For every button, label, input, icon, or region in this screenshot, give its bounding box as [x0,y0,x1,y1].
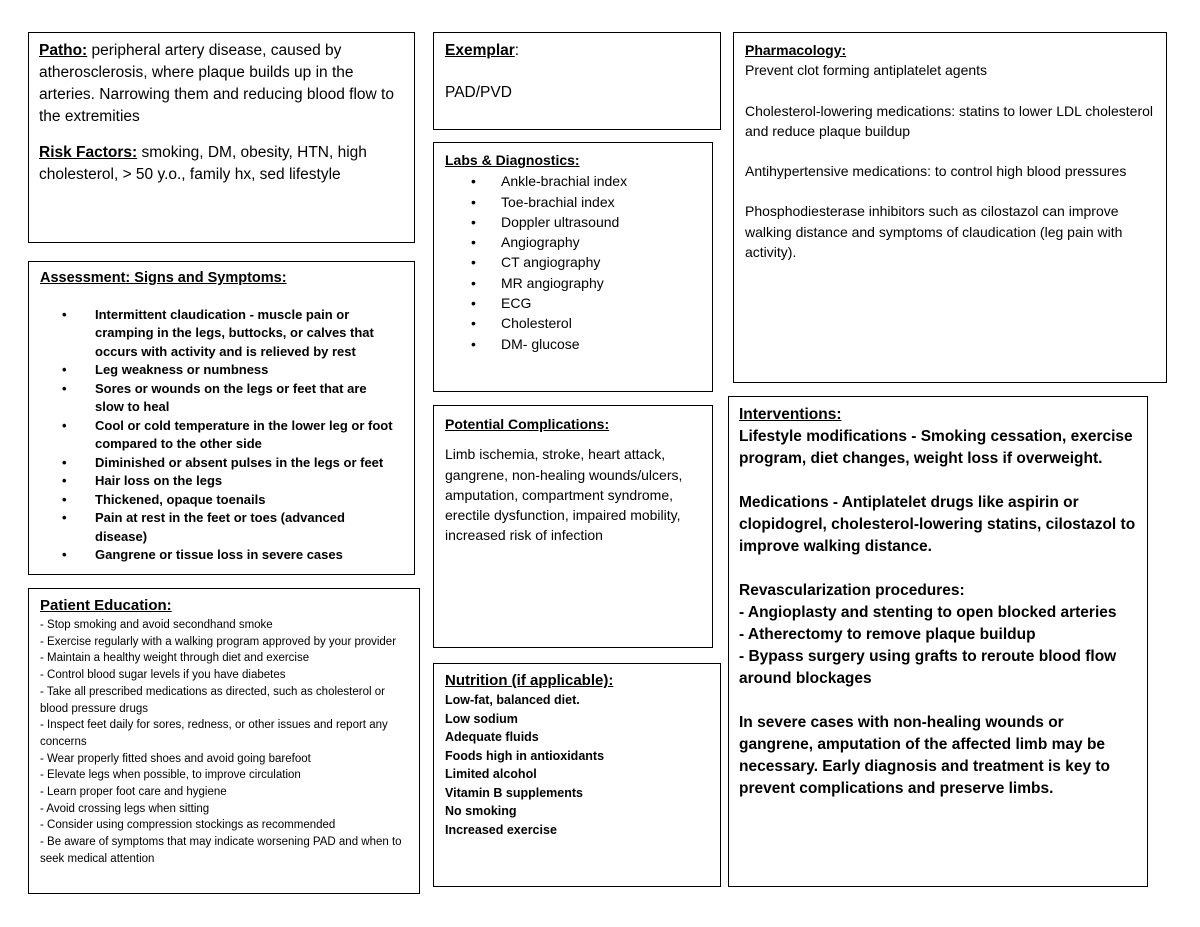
patho-box [28,32,415,243]
list-item: - Be aware of symptoms that may indicate worsening PAD and when to seek medical attention [40,836,402,865]
pharmacology-box [733,32,1167,383]
list-item: • Hair loss on the legs [40,472,403,491]
list-item: • Angiography [445,232,701,252]
list-item: - Angioplasty and stenting to open blocked arteries [739,604,1117,621]
nutrition-box [433,663,721,887]
list-item: • ECG [445,293,701,313]
list-item: • Intermittent claudication - muscle pain or cramping in the legs, buttocks, or calves that occurs with activity and is relieved by rest [40,306,403,362]
list-item: • CT angiography [445,252,701,272]
list-item: - Elevate legs when possible, to improve circulation [40,769,301,782]
exemplar-colon: : [514,42,520,59]
list-item: • Ankle-brachial index [445,171,701,191]
list-item: • Thickened, opaque toenails [40,491,403,510]
list-item: - Stop smoking and avoid secondhand smoke [40,619,273,631]
list-item: • Gangrene or tissue loss in severe cases [40,546,403,565]
list-item: • MR angiography [445,273,701,293]
list-item: • Sores or wounds on the legs or feet that are slow to heal [40,380,403,417]
list-item: • DM- glucose [445,334,701,354]
list-item: • Toe-brachial index [445,192,701,212]
pharmacology-line: Antihypertensive medications: to control high blood pressures [745,163,1127,180]
interventions-lifestyle: Lifestyle modifications - Smoking cessation, exercise program, diet changes, weight loss if overweight. [739,428,1133,467]
assessment-title: Assessment: Signs and Symptoms: [40,270,287,286]
patho-label: Patho: [39,42,88,59]
risk-factors-paragraph [39,142,404,186]
risk-factors-text: smoking, DM, obesity, HTN, high cholesterol, > 50 y.o., family hx, sed lifestyle [39,144,367,183]
list-item: Low-fat, balanced diet. [445,693,580,707]
list-item: Limited alcohol [445,767,537,781]
interventions-box [728,396,1148,887]
list-item: - Learn proper foot care and hygiene [40,786,227,799]
patient-education-box [28,588,420,894]
assessment-list [40,306,403,565]
pharmacology-line: Cholesterol-lowering medications: statins to lower LDL cholesterol and reduce plaque buildup [745,102,1154,139]
list-item: • Cholesterol [445,313,701,333]
list-item: Foods high in antioxidants [445,748,605,763]
pharmacology-title: Pharmacology: [745,42,847,58]
list-item: • Leg weakness or numbness [40,361,403,380]
list-item: • Diminished or absent pulses in the legs or feet [40,454,403,473]
exemplar-label: Exemplar [445,42,515,59]
list-item: - Bypass surgery using grafts to reroute blood flow around blockages [739,648,1117,687]
complications-text: Limb ischemia, stroke, heart attack, gangrene, non-healing wounds/ulcers, amputation, compartment syndrome, erectile dysfunction, impaired mobility, increased risk of infection [445,446,683,544]
list-item: - Control blood sugar levels if you have diabetes [40,669,286,682]
list-item: • Pain at rest in the feet or toes (advanced disease) [40,509,403,546]
list-item: - Avoid crossing legs when sitting [40,802,210,815]
labs-title: Labs & Diagnostics: [445,152,580,168]
pharmacology-line: Prevent clot forming antiplatelet agents [745,62,988,79]
assessment-box [28,261,415,575]
exemplar-box [433,32,721,130]
education-title: Patient Education: [40,597,172,614]
patho-paragraph [39,40,404,128]
revasc-heading: Revascularization procedures: [739,582,965,599]
risk-factors-label: Risk Factors: [39,144,138,161]
list-item: No smoking [445,804,517,818]
list-item: - Atherectomy to remove plaque buildup [739,626,1036,643]
complications-title: Potential Complications: [445,416,610,432]
interventions-severe: In severe cases with non-healing wounds or gangrene, amputation of the affected limb may be necessary. Early diagnosis and treatment is key to prevent complications and preserve limbs. [739,714,1111,797]
exemplar-heading [445,40,709,62]
interventions-title: Interventions: [739,406,842,423]
list-item: - Wear properly fitted shoes and avoid going barefoot [40,752,311,765]
list-item: - Take all prescribed medications as directed, such as cholesterol or blood pressure drugs [40,685,385,715]
labs-diagnostics-box [433,142,713,392]
list-item: Increased exercise [445,822,557,837]
list-item: • Cool or cold temperature in the lower leg or foot compared to the other side [40,417,403,454]
list-item: - Maintain a healthy weight through diet and exercise [40,652,310,665]
exemplar-value: PAD/PVD [445,84,512,101]
complications-box [433,405,713,648]
labs-list [445,171,701,354]
list-item: • Doppler ultrasound [445,212,701,232]
interventions-medications: Medications - Antiplatelet drugs like aspirin or clopidogrel, cholesterol-lowering statins, cilostazol to improve walking distance. [739,494,1136,555]
list-item: - Consider using compression stockings as recommended [40,819,336,832]
list-item: Adequate fluids [445,730,539,744]
patho-text: peripheral artery disease, caused by atherosclerosis, where plaque builds up in the arteries. Narrowing them and reducing blood flow to the extremities [39,42,394,125]
list-item: Vitamin B supplements [445,785,583,800]
list-item: - Exercise regularly with a walking program approved by your provider [40,635,397,648]
list-item: - Inspect feet daily for sores, redness, or other issues and report any concerns [40,719,388,748]
pharmacology-line: Phosphodiesterase inhibitors such as cilostazol can improve walking distance and symptoms of claudication (leg pain with activity). [745,203,1123,261]
list-item: Low sodium [445,711,518,726]
nutrition-title: Nutrition (if applicable): [445,672,614,689]
